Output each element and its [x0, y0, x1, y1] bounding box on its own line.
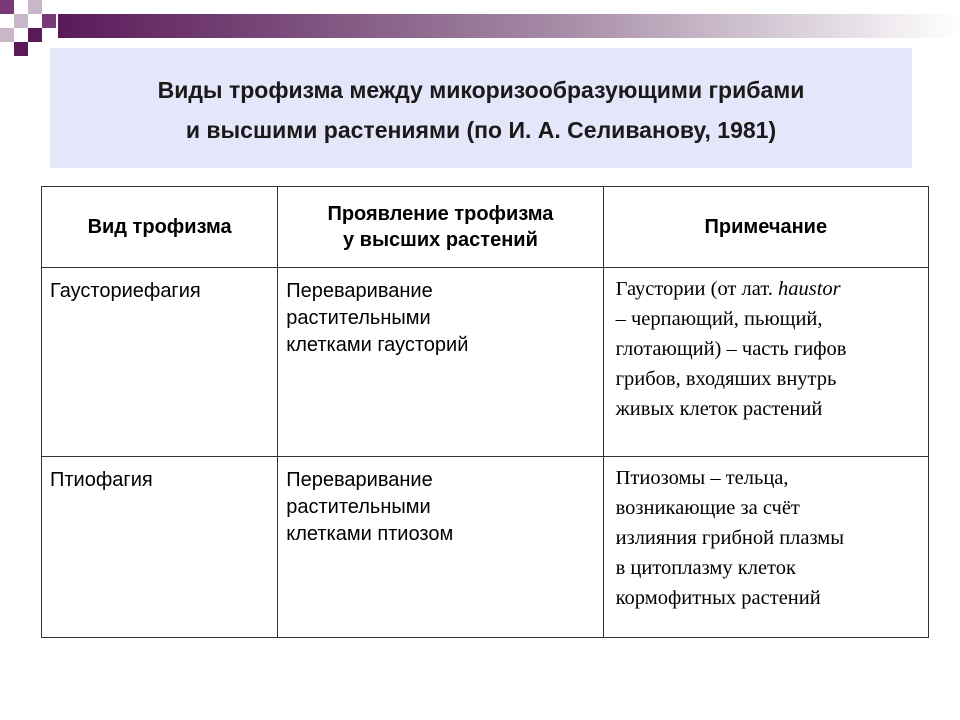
table-row [42, 457, 929, 638]
header-manifestation [278, 187, 603, 268]
header-type-label: Вид трофизма [87, 215, 232, 238]
cell-manifestation [278, 457, 603, 638]
cell-line: клетками гаусторий [286, 334, 469, 356]
header-note [603, 187, 928, 268]
decor-square [28, 0, 42, 14]
header-manifestation-line-1: Проявление трофизма [327, 203, 554, 225]
cell-line: грибов, входяших внутрь [615, 368, 837, 390]
header-type [42, 187, 278, 268]
cell-note [603, 457, 928, 638]
header-note-label: Примечание [704, 215, 828, 238]
table-header-row [42, 187, 929, 268]
decor-gradient-bar [58, 14, 960, 38]
cell-note [603, 268, 928, 457]
cell-line: глотающий) – часть гифов [615, 338, 847, 360]
cell-line: Переваривание [286, 280, 433, 302]
title-line-2: и высшими растениями (по И. А. Селиванову, 1981) [185, 117, 777, 143]
cell-line: – черпающий, пьющий, [615, 308, 823, 330]
cell-line [616, 274, 918, 304]
decor-square [0, 0, 14, 14]
decor-square [0, 28, 14, 42]
cell-type: Птиофагия [42, 457, 278, 638]
note-prefix: Гаустории (от лат. [615, 278, 778, 300]
decor-square [14, 14, 28, 28]
cell-line: растительными [286, 496, 431, 518]
cell-manifestation [278, 268, 603, 457]
cell-type: Гаусториефагия [42, 268, 278, 457]
cell-line: излияния грибной плазмы [615, 527, 845, 549]
decor-square [42, 14, 56, 28]
decor-square [14, 42, 28, 56]
note-latin-term: haustor [777, 278, 841, 300]
table-row [42, 268, 929, 457]
slide-title [50, 70, 912, 150]
decor-square [28, 28, 42, 42]
cell-line: возникающие за счёт [615, 497, 800, 519]
cell-line: живых клеток растений [615, 398, 823, 420]
cell-line: Птиозомы – тельца, [615, 467, 789, 489]
cell-line: в цитоплазму клеток [615, 557, 796, 579]
cell-line: клетками птиозом [286, 523, 454, 545]
cell-line: растительными [286, 307, 431, 329]
title-line-1: Виды трофизма между микоризообразующими грибами [157, 77, 805, 103]
cell-line: кормофитных растений [615, 587, 821, 609]
header-manifestation-line-2: у высших растений [343, 229, 538, 251]
cell-line: Переваривание [286, 469, 433, 491]
trophism-table [41, 186, 929, 638]
